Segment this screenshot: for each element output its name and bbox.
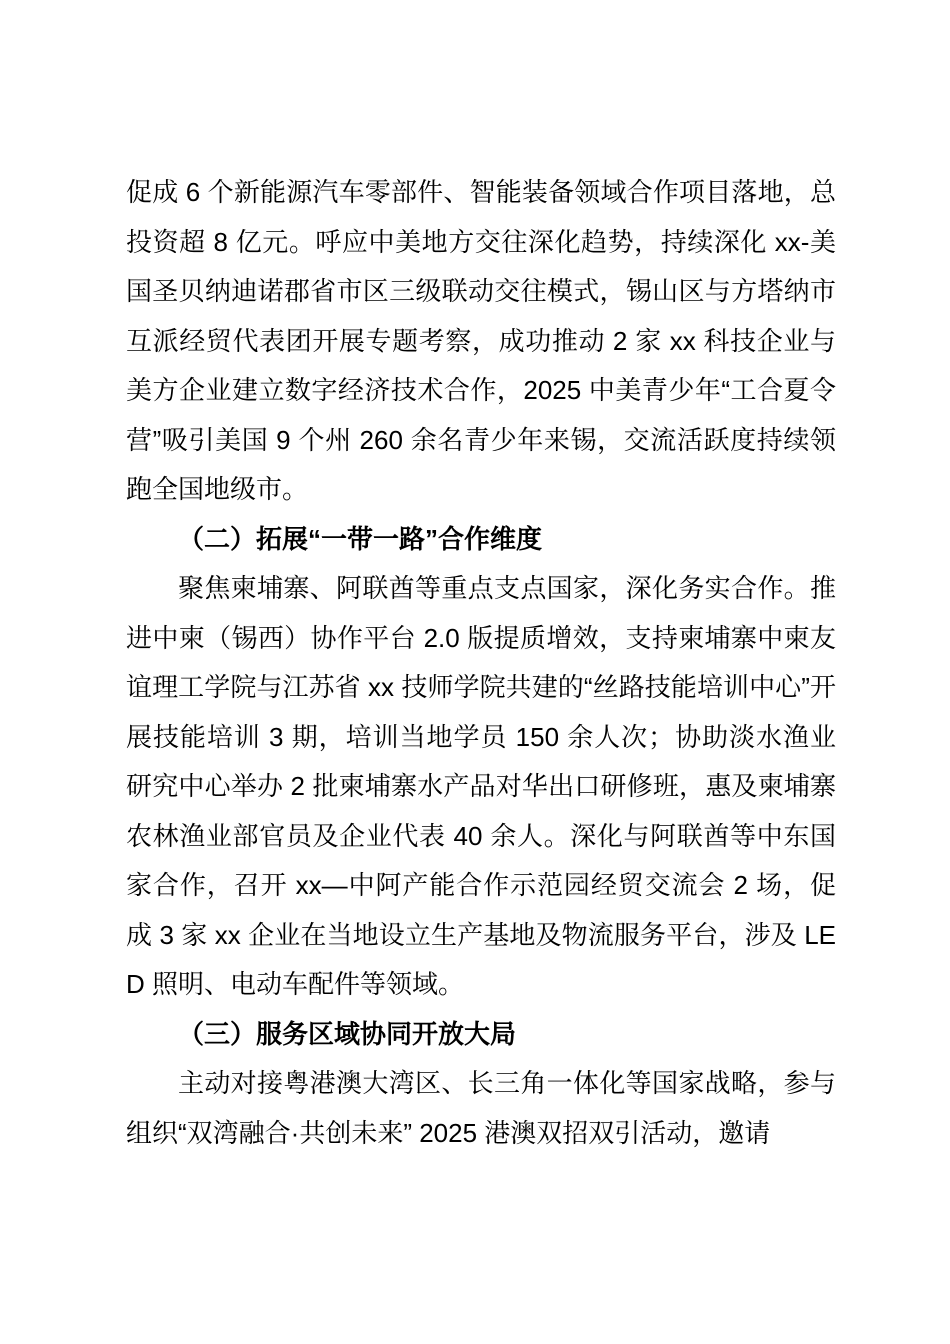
section-heading-three: （三）服务区域协同开放大局 [178,1018,517,1049]
paragraph-belt-and-road: 聚焦柬埔寨、阿联酋等重点支点国家，深化务实合作。推进中柬（锡西）协作平台 2.0 版提质增效，支持柬埔寨中柬友谊理工学院与江苏省 xx 技师学院共建的“丝路技能培训中心”开展技能培训 3 期，培训当地学员 150 余人次；协助淡水渔业研究中心举办 2 批柬埔寨水产品对华出口研修班，惠及柬埔寨农林渔业部官员及企业代表 40 余人。深化与阿联酋等中东国家合作，召开 xx—中阿产能合作示范园经贸交流会 2 场，促成 3 家 xx 企业在当地设立生产基地及物流服务平台，涉及 LED 照明、电动车配件等领域。 [126,573,836,999]
paragraph-regional-cooperation: 主动对接粤港澳大湾区、长三角一体化等国家战略，参与组织“双湾融合·共创未来” 2025 港澳双招双引活动，邀请 [126,1068,836,1148]
section-heading-two: （二）拓展“一带一路”合作维度 [178,523,543,554]
paragraph-continuation: 促成 6 个新能源汽车零部件、智能装备领域合作项目落地，总投资超 8 亿元。呼应中美地方交往深化趋势，持续深化 xx-美国圣贝纳迪诺郡省市区三级联动交往模式，锡山区与方塔纳市互派经贸代表团开展专题考察，成功推动 2 家 xx 科技企业与美方企业建立数字经济技术合作，2025 中美青少年“工合夏令营”吸引美国 9 个州 260 余名青少年来锡，交流活跃度持续领跑全国地级市。 [126,177,836,504]
document-content [126,168,836,1158]
